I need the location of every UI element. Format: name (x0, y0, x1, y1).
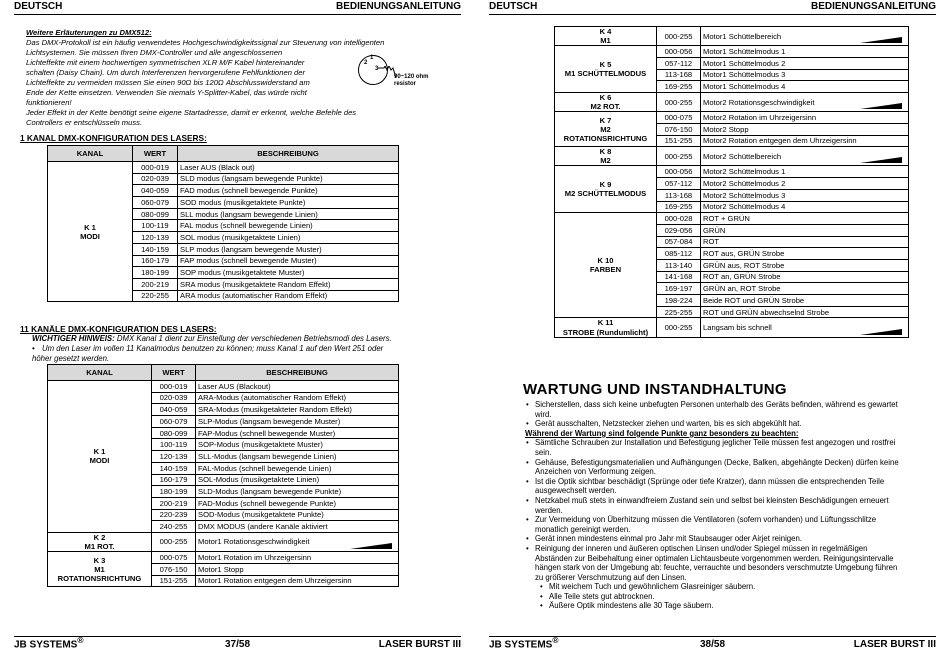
description-cell (178, 232, 399, 244)
description-cell (196, 474, 399, 486)
dmx-intro-line: Controllers er entschlüsseln muss. (26, 118, 143, 127)
description-text: SLL-Modus (langsam bewegende Linien) (198, 451, 337, 461)
channel-label: M1 (600, 36, 611, 46)
description-text: Motor2 Stopp (703, 124, 749, 134)
description-text: Motor2 Rotation im Uhrzeigersinn (703, 112, 817, 122)
dmx-intro-line: Das DMX-Protokoll ist ein häufig verwendetes Hochgeschwindigkeitssignal zur Steuerung von intelligenten (26, 38, 385, 47)
page-header (14, 0, 461, 15)
description-text: ARA-Modus (automatischer Random Effekt) (198, 393, 346, 403)
description-cell (178, 267, 399, 279)
description-text: Motor2 Schüttelbereich (703, 151, 782, 161)
channel-label: ROTATIONSRICHTUNG (563, 133, 648, 143)
channel-label: MODI (89, 456, 110, 466)
maintenance-title: WARTUNG UND INSTANDHALTUNG (523, 381, 787, 398)
value-cell: 180-199 (133, 267, 178, 279)
description-text: SOD modus (musikgetaktete Punkte) (180, 197, 306, 207)
description-text: SLD-Modus (langsam bewegende Punkte) (198, 486, 342, 496)
maintenance-item: • Äußere Optik mindestens alle 30 Tage säubern. (525, 601, 937, 611)
table-row (555, 92, 909, 111)
description-text: ROT an, GRÜN Strobe (703, 272, 781, 282)
description-cell (701, 201, 909, 213)
description-text: Motor1 Schüttelbereich (703, 31, 782, 41)
value-cell: 000-255 (657, 318, 701, 337)
value-cell: 140-159 (152, 462, 196, 474)
value-cell: 113-140 (657, 259, 701, 271)
section-title-1ch: 1 KANAL DMX-KONFIGURATION DES LASERS: (20, 133, 207, 143)
header-title: BEDIENUNGSANLEITUNG (335, 1, 461, 12)
footer-brand (14, 635, 163, 651)
description-cell (701, 178, 909, 190)
value-cell: 000-255 (152, 532, 196, 551)
maintenance-list (525, 400, 937, 611)
description-cell (178, 278, 399, 290)
description-text: FAL modus (schnell bewegende Linien) (180, 221, 313, 231)
description-text: FAL-Modus (schnell bewegende Linien) (198, 463, 332, 473)
header-title: BEDIENUNGSANLEITUNG (810, 1, 936, 12)
channel-label: STROBE (Rundumlicht) (562, 327, 649, 337)
description-cell (701, 271, 909, 283)
note-bullet (32, 344, 452, 364)
value-cell: 057-112 (657, 178, 701, 190)
description-cell (196, 462, 399, 474)
value-cell: 120-139 (133, 232, 178, 244)
description-text: FAP-Modus (schnell bewegende Muster) (198, 428, 336, 438)
value-cell: 240-255 (152, 521, 196, 533)
description-cell (701, 135, 909, 147)
value-cell: 000-255 (657, 147, 701, 166)
description-text: SRA modus (musikgetaktete Random Effekt) (180, 279, 331, 289)
description-cell (196, 497, 399, 509)
maintenance-item: • Gerät innen mindestens einmal pro Jahr mit Staubsauger oder Airjet reinigen. (525, 534, 937, 544)
description-cell (701, 69, 909, 81)
dmx-intro-line: funktionieren! (26, 98, 72, 107)
description-cell (701, 283, 909, 295)
description-text: ROT + GRÜN (703, 214, 750, 223)
ramp-icon (860, 37, 902, 43)
page-footer (14, 636, 461, 651)
registered-mark: ® (552, 634, 559, 645)
description-cell (178, 290, 399, 302)
page-footer (489, 636, 936, 651)
description-cell (701, 81, 909, 93)
value-cell: 169-255 (657, 81, 701, 93)
header-language: DEUTSCH (14, 1, 63, 12)
channel-label: M2 (600, 124, 611, 134)
maintenance-item: Anzeichen von Verformung zeigen. (535, 467, 656, 477)
description-cell (196, 575, 399, 587)
col-header: WERT (152, 365, 196, 381)
footer-page-number: 37/58 (224, 639, 251, 650)
channel-label: M2 (600, 156, 611, 166)
channel-label: K 10 (597, 256, 614, 266)
value-cell: 057-084 (657, 236, 701, 248)
footer-page-number: 38/58 (699, 639, 726, 650)
xlr-connector-diagram (358, 52, 458, 94)
value-cell: 169-197 (657, 283, 701, 295)
value-cell: 085-112 (657, 248, 701, 260)
description-text: Motor1 Schüttelmodus 1 (703, 47, 786, 56)
maintenance-item: • Sicherstellen, dass sich keine unbefugten Personen unterhalb des Geräts befinden, während es gewartet (525, 400, 937, 410)
value-cell: 120-139 (152, 451, 196, 463)
channel-label: K 1 (93, 447, 106, 457)
maintenance-item: monatlich gereinigt werden. (535, 524, 631, 534)
description-text: Langsam bis schnell (703, 322, 772, 332)
description-cell (196, 451, 399, 463)
maintenance-item: hängen stark von der Umgebung ab: feuchte, verrauchte und besonders verschmutzte Umgebung führen (535, 563, 898, 573)
value-cell: 200-219 (152, 497, 196, 509)
description-cell (196, 381, 399, 393)
description-cell (196, 532, 399, 551)
value-cell: 060-079 (133, 197, 178, 209)
value-cell: 200-219 (133, 278, 178, 290)
channel-cell (555, 147, 657, 166)
description-text: GRÜN (703, 225, 726, 235)
description-text: Motor2 Rotation entgegen dem Uhrzeigersinn (703, 136, 857, 146)
value-cell: 198-224 (657, 295, 701, 307)
description-text: ROT aus, GRÜN Strobe (703, 249, 785, 259)
channel-label: M1 ROT. (84, 542, 115, 552)
description-text: Motor1 Rotationsgeschwindigkeit (198, 537, 310, 547)
description-cell (701, 147, 909, 166)
value-cell: 000-019 (133, 162, 178, 174)
description-text: GRÜN aus, ROT Strobe (703, 260, 785, 270)
description-text: Beide ROT und GRÜN Strobe (703, 295, 805, 305)
description-cell (701, 189, 909, 201)
table-row (48, 162, 399, 174)
channel-cell (48, 162, 133, 302)
channel-label: K 9 (599, 180, 612, 190)
channel-label: K 7 (599, 115, 612, 125)
description-cell (196, 404, 399, 416)
description-text: Motor1 Stopp (198, 564, 244, 574)
table-1ch (47, 145, 399, 302)
description-cell (196, 521, 399, 533)
description-cell (701, 92, 909, 111)
description-cell (196, 416, 399, 428)
channel-label: K 11 (597, 318, 614, 328)
value-cell: 029-056 (657, 224, 701, 236)
description-text: SLD modus (langsam bewegende Punkte) (180, 174, 323, 184)
resistor-label-line: resistor (394, 81, 417, 87)
value-cell: 140-159 (133, 243, 178, 255)
channel-cell (48, 552, 152, 587)
dmx-intro-line: schalten (Daisy Chain). Um durch Interferenzen hervorgerufene Fehlfunktionen der (26, 68, 306, 77)
xlr-pin-label: 3 (375, 66, 379, 72)
col-header: KANAL (48, 365, 152, 381)
description-text: ROT und GRÜN abwechselnd Strobe (703, 307, 830, 317)
maintenance-item: ausgewechselt werden. (535, 486, 617, 496)
description-text: SOP modus (musikgetaktete Muster) (180, 267, 305, 277)
bullet-icon: • (32, 344, 35, 353)
description-cell (178, 173, 399, 185)
description-cell (701, 27, 909, 46)
value-cell: 225-255 (657, 306, 701, 318)
value-cell: 220-255 (133, 290, 178, 302)
description-cell (701, 248, 909, 260)
important-note (32, 334, 452, 344)
description-cell (701, 318, 909, 337)
description-text: FAD-Modus (schnell bewegende Punkte) (198, 498, 337, 508)
channel-label: M1 SCHÜTTELMODUS (564, 69, 647, 79)
description-cell (701, 236, 909, 248)
value-cell: 151-255 (657, 135, 701, 147)
value-cell: 076-150 (657, 123, 701, 135)
col-header: KANAL (48, 146, 133, 162)
col-header: BESCHREIBUNG (196, 365, 399, 381)
value-cell: 000-075 (657, 112, 701, 124)
value-cell: 000-255 (657, 27, 701, 46)
description-text: SOP-Modus (musikgetaktete Muster) (198, 440, 323, 450)
table-row (555, 318, 909, 337)
table-11ch-part2 (554, 26, 909, 338)
maintenance-item: • Sämtliche Schrauben zur Installation und Befestigung jeglicher Teile müssen fest angezogen und rostfrei (525, 438, 937, 448)
value-cell: 000-019 (152, 381, 196, 393)
note-bullet-line: höher gesetzt werden. (32, 354, 110, 363)
dmx-intro-title: Weitere Erläuterungen zu DMX512: (26, 28, 152, 37)
channel-label: M2 SCHÜTTELMODUS (564, 189, 647, 199)
channel-cell (48, 381, 152, 533)
channel-label: K 3 (93, 555, 106, 565)
description-text: Motor2 Schüttelmodus 1 (703, 167, 786, 177)
channel-cell (555, 166, 657, 213)
description-cell (196, 509, 399, 521)
channel-cell (555, 27, 657, 46)
dmx-intro-line: Ende der Kette einsetzen. Verwenden Sie niemals Y-Splitter-Kabel, das würde nicht (26, 88, 307, 97)
description-cell (701, 295, 909, 307)
description-text: Motor1 Schüttelmodus 2 (703, 58, 786, 68)
maintenance-item: • Netzkabel muß stets in einwandfreiem Zustand sein und selbst bei kleinsten Beschädigungen erneuert (525, 496, 937, 506)
description-text: ROT (703, 237, 720, 247)
table-row (555, 46, 909, 58)
description-cell (701, 112, 909, 124)
maintenance-item: • Ist die Optik sichtbar beschädigt (Sprünge oder tiefe Kratzer), dann müssen die entsprechenden Teile (525, 477, 937, 487)
value-cell: 160-179 (152, 474, 196, 486)
channel-label: K 4 (599, 27, 612, 36)
description-cell (196, 427, 399, 439)
description-cell (701, 306, 909, 318)
description-text: Laser AUS (Blackout) (198, 381, 271, 391)
footer-brand (489, 635, 638, 651)
description-text: FAD modus (schnell bewegende Punkte) (180, 186, 318, 196)
description-text: Motor1 Schüttelmodus 4 (703, 82, 786, 92)
channel-label: M1 (94, 564, 105, 574)
maintenance-item: • Mit weichem Tuch und gewöhnlichem Glasreiniger säubern. (525, 582, 937, 592)
description-cell (196, 552, 399, 564)
value-cell: 080-099 (152, 427, 196, 439)
description-cell (178, 243, 399, 255)
value-cell: 113-168 (657, 69, 701, 81)
channel-cell (555, 318, 657, 337)
description-cell (178, 255, 399, 267)
description-text: Motor2 Schüttelmodus 3 (703, 190, 786, 200)
table-row (48, 552, 399, 564)
maintenance-item: • Gerät ausschalten, Netzstecker ziehen und warten, bis es sich abgekühlt hat. (525, 419, 937, 429)
ramp-icon (860, 329, 902, 335)
value-cell: 020-039 (133, 173, 178, 185)
header-language: DEUTSCH (489, 1, 538, 12)
resistor-label (394, 74, 429, 88)
description-cell (701, 259, 909, 271)
value-cell: 100-119 (133, 220, 178, 232)
table-row (555, 166, 909, 178)
value-cell: 020-039 (152, 392, 196, 404)
ramp-icon (860, 103, 902, 109)
note-text: DMX Kanal 1 dient zur Einstellung der verschiedenen Betriebsmodi des Lasers. (116, 334, 392, 343)
description-text: SOL modus (musikgetaktete Linien) (180, 232, 301, 242)
value-cell: 169-255 (657, 201, 701, 213)
description-text: GRÜN an, ROT Strobe (703, 284, 781, 294)
maintenance-item: zu größerer Verschmutzung auf den Linsen. (535, 572, 687, 582)
channel-label: K 5 (599, 59, 612, 69)
value-cell: 100-119 (152, 439, 196, 451)
channel-label: M2 ROT. (590, 102, 621, 112)
channel-cell (48, 532, 152, 551)
page-header (489, 0, 936, 15)
maintenance-item: • Alle Teile stets gut abtrocknen. (525, 592, 937, 602)
maintenance-heading: Während der Wartung sind folgende Punkte ganz besonders zu beachten: (525, 428, 799, 438)
description-cell (178, 197, 399, 209)
description-text: SLP-Modus (langsam bewegende Muster) (198, 416, 341, 426)
description-text: SLP modus (langsam bewegende Muster) (180, 244, 322, 254)
table-11ch-part1 (47, 364, 399, 587)
value-cell: 000-028 (657, 213, 701, 225)
dmx-intro-line: Lichteffekte mit einem hochwertigen symmetrischen XLR M/F Kabel hintereinander (26, 58, 305, 67)
description-text: SLL modus (langsam bewegende Linien) (180, 209, 318, 219)
channel-label: MODI (80, 231, 100, 241)
description-text: Motor1 Rotation im Uhrzeigersinn (198, 552, 312, 562)
channel-cell (555, 92, 657, 111)
value-cell: 180-199 (152, 486, 196, 498)
col-header: WERT (133, 146, 178, 162)
description-cell (196, 439, 399, 451)
col-header: BESCHREIBUNG (178, 146, 399, 162)
footer-product: LASER BURST III (378, 639, 461, 650)
value-cell: 076-150 (152, 563, 196, 575)
maintenance-item: Abständen zur Beibehaltung einer optimalen Lichtausbeute vorgenommen werden. Reinigungsintervalle (535, 553, 894, 563)
description-text: Motor1 Schüttelmodus 3 (703, 70, 786, 80)
description-text: SOL-Modus (musikgetaktete Linien) (198, 475, 320, 485)
description-cell (178, 208, 399, 220)
maintenance-item: • Zur Vermeidung von Überhitzung müssen die Ventilatoren (sofern vorhanden) und Lüftungsschlitze (525, 515, 937, 525)
value-cell: 000-056 (657, 46, 701, 58)
ramp-icon (860, 157, 902, 163)
channel-cell (555, 213, 657, 318)
maintenance-item: wird. (535, 409, 552, 419)
section-title-11ch: 11 KANÄLE DMX-KONFIGURATION DES LASERS: (20, 324, 217, 334)
description-cell (178, 162, 399, 174)
maintenance-item: • Gehäuse, Befestigungsmaterialien und Aufhängungen (Decke, Balken, abgehängte Decken) dürfen keine (525, 458, 937, 468)
description-text: Laser AUS (Black out) (180, 162, 255, 172)
table-row (555, 27, 909, 46)
table-row (555, 112, 909, 124)
channel-label: ROTATIONSRICHTUNG (57, 573, 142, 583)
description-cell (701, 123, 909, 135)
ramp-icon (350, 543, 392, 549)
value-cell: 000-075 (152, 552, 196, 564)
brand-name: JB SYSTEMS (14, 639, 78, 650)
description-cell (701, 166, 909, 178)
dmx-intro-line: Jeder Effekt in der Kette benötigt seine eigene Startadresse, damit er erkennt, welche Befehle des (26, 108, 357, 117)
channel-label: FARBEN (589, 265, 622, 275)
maintenance-item: • Reinigung der inneren und äußeren optischen Linsen und/oder Spiegel müssen in regelmäßigen (525, 544, 937, 554)
description-text: ARA modus (automatischer Random Effekt) (180, 291, 328, 301)
value-cell: 113-168 (657, 189, 701, 201)
channel-cell (555, 112, 657, 147)
value-cell: 151-255 (152, 575, 196, 587)
maintenance-item: sein. (535, 447, 552, 457)
dmx-intro-line: Lichteffekte zu vermeiden müssen Sie einen 90Ω bis 120Ω Abschlusswiderstand am (26, 78, 310, 87)
description-text: Motor2 Schüttelmodus 2 (703, 178, 786, 188)
description-text: DMX MODUS (andere Kanäle aktiviert (198, 522, 328, 532)
description-cell (701, 46, 909, 58)
description-cell (701, 224, 909, 236)
channel-label: K 1 (84, 222, 96, 232)
note-bullet-line: Um den Laser im vollen 11 Kanalmodus benutzen zu können; muss Kanal 1 auf den Wert 251 oder (42, 344, 384, 353)
channel-label: K 8 (599, 147, 612, 157)
value-cell: 040-059 (152, 404, 196, 416)
description-text: Motor1 Rotation entgegen dem Uhrzeigersinn (198, 576, 352, 586)
value-cell: 057-112 (657, 57, 701, 69)
value-cell: 141-168 (657, 271, 701, 283)
value-cell: 160-179 (133, 255, 178, 267)
table-row (48, 381, 399, 393)
value-cell: 040-059 (133, 185, 178, 197)
value-cell: 060-079 (152, 416, 196, 428)
maintenance-item: werden. (535, 505, 563, 515)
resistor-label-line: 90~120 ohm (394, 74, 429, 80)
description-cell (196, 392, 399, 404)
value-cell: 000-056 (657, 166, 701, 178)
registered-mark: ® (77, 634, 84, 645)
description-cell (196, 563, 399, 575)
table-row (48, 532, 399, 551)
description-cell (196, 486, 399, 498)
channel-cell (555, 46, 657, 93)
description-cell (178, 220, 399, 232)
description-cell (701, 57, 909, 69)
channel-label: K 2 (93, 532, 106, 542)
channel-label: K 6 (599, 92, 612, 102)
value-cell: 080-099 (133, 208, 178, 220)
value-cell: 220-239 (152, 509, 196, 521)
description-text: SRA-Modus (musikgetakteter Random Effekt) (198, 405, 352, 415)
table-row (555, 147, 909, 166)
brand-name: JB SYSTEMS (489, 639, 553, 650)
description-text: FAP modus (schnell bewegende Muster) (180, 256, 317, 266)
xlr-pin-label: 2 (364, 60, 368, 66)
description-text: Motor2 Schüttelmodus 4 (703, 202, 786, 212)
value-cell: 000-255 (657, 92, 701, 111)
description-text: SOD-Modus (musikgetaktete Punkte) (198, 510, 324, 520)
footer-product: LASER BURST III (853, 639, 936, 650)
description-cell (701, 213, 909, 225)
xlr-pin-label: 1 (370, 55, 374, 61)
table-row (555, 213, 909, 225)
description-cell (178, 185, 399, 197)
dmx-intro-line: Lichtsystemen. Sie müssen Ihren DMX-Controller und alle angeschlossenen (26, 48, 283, 57)
description-text: Motor2 Rotationsgeschwindigkeit (703, 97, 815, 107)
page-right (475, 0, 950, 654)
note-label: WICHTIGER HINWEIS: (32, 334, 115, 343)
